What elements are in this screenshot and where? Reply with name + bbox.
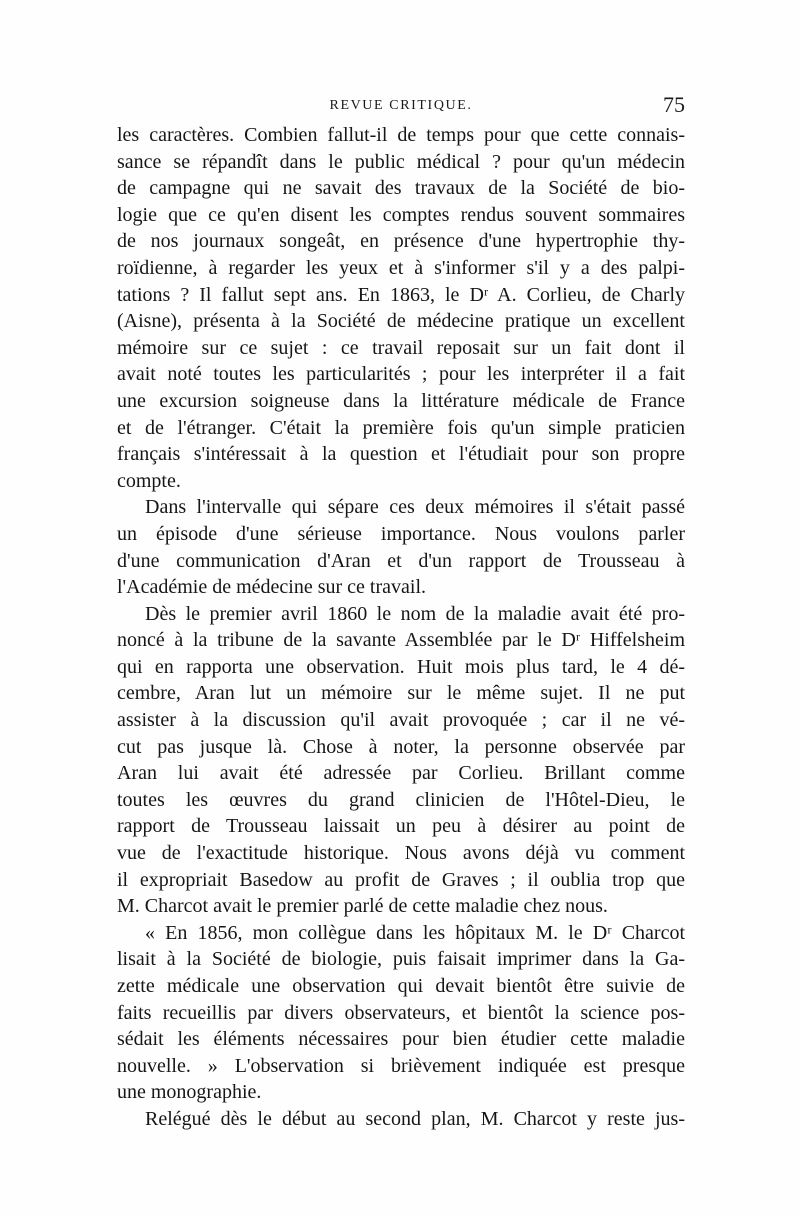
text-line: une excursion soigneuse dans la littérature médicale de France [117, 389, 685, 412]
text-line: sédait les éléments nécessaires pour bien étudier cette maladie [117, 1028, 685, 1051]
text-line: Aran lui avait été adressée par Corlieu. Brillant comme [117, 762, 685, 785]
text-line: toutes les œuvres du grand clinicien de l'Hôtel-Dieu, le [117, 788, 685, 811]
text-line: « En 1856, mon collègue dans les hôpitaux M. le Dʳ Charcot [145, 921, 685, 944]
text-line: l'Académie de médecine sur ce travail. [117, 576, 427, 599]
text-line: les caractères. Combien fallut-il de temps pour que cette connais- [117, 124, 685, 146]
page-number: 75 [663, 92, 685, 117]
text-line: cembre, Aran lut un mémoire sur le même sujet. Il ne put [117, 682, 685, 705]
text-line: français s'intéressait à la question et l'étudiait pour son propre [117, 443, 685, 466]
text-line: qui en rapporta une observation. Huit mois plus tard, le 4 dé- [117, 655, 685, 678]
text-line: M. Charcot avait le premier parlé de cette maladie chez nous. [117, 895, 608, 918]
text-line: logie que ce qu'en disent les comptes rendus souvent sommaires [117, 203, 685, 226]
text-line: d'une communication d'Aran et d'un rapport de Trousseau à [117, 549, 685, 572]
text-line: un épisode d'une sérieuse importance. Nous voulons parler [117, 522, 685, 545]
text-line: de campagne qui ne savait des travaux de la Société de bio- [117, 177, 685, 200]
text-line: de nos journaux songeât, en présence d'une hypertrophie thy- [117, 230, 685, 253]
text-line: Relégué dès le début au second plan, M. Charcot y reste jus- [145, 1107, 685, 1130]
text-line: nouvelle. » L'observation si brièvement indiquée est presque [117, 1054, 685, 1077]
running-title: REVUE CRITIQUE. [329, 98, 473, 113]
text-line: tations ? Il fallut sept ans. En 1863, le Dʳ A. Corlieu, de Charly [117, 283, 685, 306]
text-line: Dès le premier avril 1860 le nom de la maladie avait été pro- [145, 602, 685, 625]
text-line: lisait à la Société de biologie, puis faisait imprimer dans la Ga- [117, 948, 685, 971]
text-line: mémoire sur ce sujet : ce travail reposait sur un fait dont il [117, 336, 685, 359]
running-head [117, 92, 685, 122]
text-line: noncé à la tribune de la savante Assemblée par le Dʳ Hiffelsheim [117, 629, 685, 652]
text-line: assister à la discussion qu'il avait provoquée ; car il ne vé- [117, 709, 685, 732]
body-text [117, 122, 685, 1133]
text-line: et de l'étranger. C'était la première fois qu'un simple praticien [117, 416, 685, 439]
text-line: Dans l'intervalle qui sépare ces deux mémoires il s'était passé [145, 496, 685, 519]
text-line: compte. [117, 469, 181, 492]
text-line: une monographie. [117, 1081, 262, 1104]
text-line: roïdienne, à regarder les yeux et à s'informer s'il y a des palpi- [117, 256, 685, 279]
text-line: (Aisne), présenta à la Société de médecine pratique un excellent [117, 310, 685, 333]
text-line: rapport de Trousseau laissait un peu à désirer au point de [117, 815, 685, 838]
text-line: faits recueillis par divers observateurs, et bientôt la science pos- [117, 1001, 685, 1024]
text-line: sance se répandît dans le public médical ? pour qu'un médecin [117, 150, 685, 173]
text-line: cut pas jusque là. Chose à noter, la personne observée par [117, 735, 685, 758]
text-line: avait noté toutes les particularités ; pour les interpréter il a fait [117, 363, 685, 386]
text-line: vue de l'exactitude historique. Nous avons déjà vu comment [117, 842, 685, 865]
text-line: il expropriait Basedow au profit de Graves ; il oublia trop que [117, 868, 685, 891]
text-line: zette médicale une observation qui devait bientôt être suivie de [117, 975, 685, 997]
